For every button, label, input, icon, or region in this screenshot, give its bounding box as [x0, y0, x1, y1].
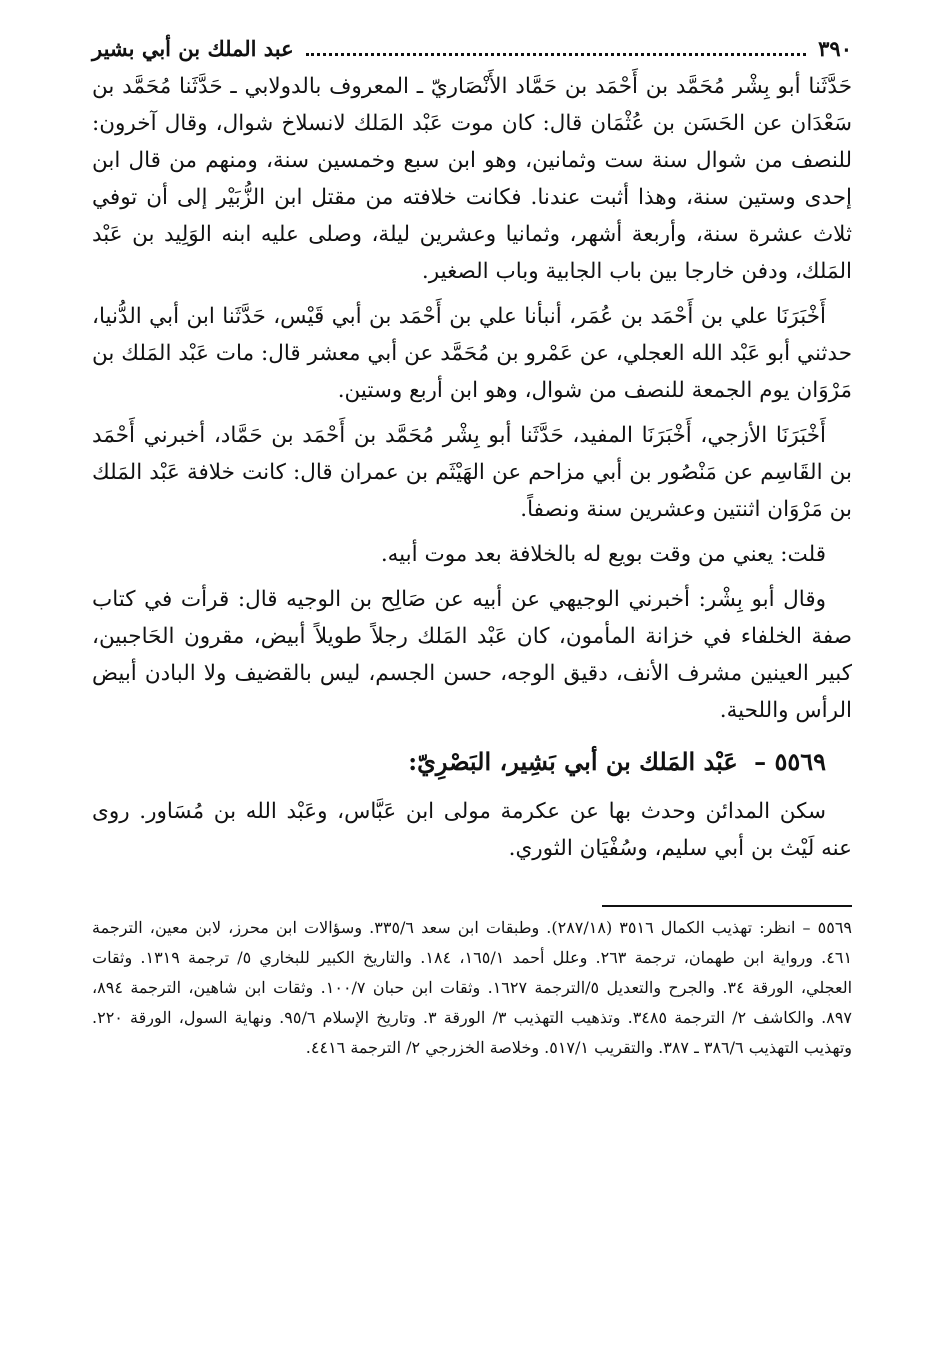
entry-heading [92, 743, 826, 781]
running-head [92, 28, 852, 68]
entry-title: عَبْد المَلك بن أبي بَشِير، البَصْرِيّ: [408, 747, 738, 776]
footnote-divider [602, 905, 852, 907]
page-number: ٣٩٠ [818, 35, 852, 61]
paragraph-description: وقال أبو بِشْر: أخبرني الوجيهي عن أبيه عن صَالِح بن الوجيه قال: قرأت في كتاب صفة الخلفاء في خزانة المأمون، كان عَبْد المَلك رجلاً طويلاً أبيض، مقرون الحَاجبين، كبير العينين مشرف الأنف، دقيق الوجه، حسن الجسم، ليس بالقضيف ولا البادن أبيض الرأس واللحية. [92, 587, 852, 723]
entry-number: ٥٥٦٩ – [754, 747, 826, 776]
paragraph-caliphate-length: أَخْبَرَنَا الأزجي، أَخْبَرَنَا المفيد، حَدَّثَنا أبو بِشْر مُحَمَّد بن أَحْمَد بن حَمَّاد، أخبرني أَحْمَد بن القَاسِم عن مَنْصُور بن أبي مزاحم عن الهَيْثَم بن عمران قال: كانت خلافة عَبْد المَلك بن مَرْوَان اثنتين وعشرين سنة ونصفاً. [92, 423, 852, 522]
entry-text: سكن المدائن وحدث بها عن عكرمة مولى ابن عَبَّاس، وعَبْد الله بن مُسَاور. روى عنه لَيْث بن أبي سليم، وسُفْيَان الثوري. [92, 799, 852, 861]
footnote-5569: ٥٥٦٩ – انظر: تهذيب الكمال ٣٥١٦ (٢٨٧/١٨). وطبقات ابن سعد ٣٣٥/٦. وسؤالات ابن محرز، لابن معين، الترجمة ٤٦١. ورواية ابن طهمان، ترجمة ٢٦٣. وعلل أحمد ١٦٥/١، ١٨٤. والتاريخ الكبير للبخاري ٥/ ترجمة ١٣١٩. وثقات العجلي، الورقة ٣٤. والجرح والتعديل ٥/الترجمة ١٦٢٧. وثقات ابن حبان ١٠٠/٧. وثقات ابن شاهين، الترجمة ٨٩٤، ٨٩٧. والكاشف ٢/ الترجمة ٣٤٨٥. وتذهيب التهذيب ٣/ الورقة ٣. وتاريخ الإسلام ٩٥/٦. ونهاية السول، الورقة ٢٢٠. وتهذيب التهذيب ٣٨٦/٦ ـ ٣٨٧. والتقريب ٥١٧/١. وخلاصة الخزرجي ٢/ الترجمة ٤٤١٦. [92, 918, 853, 1057]
paragraph-death-date: حَدَّثَنا أبو بِشْر مُحَمَّد بن أَحْمَد بن حَمَّاد الأَنْصَاريّ ـ المعروف بالدولابي ـ حَدَّثَنا مُحَمَّد بن سَعْدَان عن الحَسَن بن عُثْمَان قال: كان موت عَبْد المَلك لانسلاخ شوال، وقال آخرون: للنصف من شوال سنة ست وثمانين، وهو ابن سبع وخمسين سنة، ومنهم من قال ابن إحدى وستين سنة، وهذا أثبت عندنا. فكانت خلافته من مقتل ابن الزُّبَيْر إلى أن توفي ثلاث عشرة سنة، وأربعة أشهر، وثمانيا وعشرين ليلة، وصلى عليه ابنه الوَلِيد بن عَبْد المَلك، ودفن خارجا بين باب الجابية وباب الصغير. [92, 74, 852, 284]
paragraph-comment: قلت: يعني من وقت بويع له بالخلافة بعد موت أبيه. [380, 542, 826, 567]
main-text [92, 68, 852, 867]
running-title: عبد الملك بن أبي بشير [92, 35, 294, 61]
paragraph-abu-mashar: أَخْبَرَنَا علي بن أَحْمَد بن عُمَر، أنبأنا علي بن أَحْمَد بن أبي قَيْس، حَدَّثَنا ابن أبي الدُّنيا، حدثني أبو عَبْد الله العجلي، عن عَمْرو بن مُحَمَّد عن أبي معشر قال: مات عَبْد المَلك بن مَرْوَان يوم الجمعة للنصف من شوال، وهو ابن أربع وستين. [92, 304, 852, 403]
dotted-leader [306, 53, 806, 56]
footnotes [92, 913, 852, 1063]
